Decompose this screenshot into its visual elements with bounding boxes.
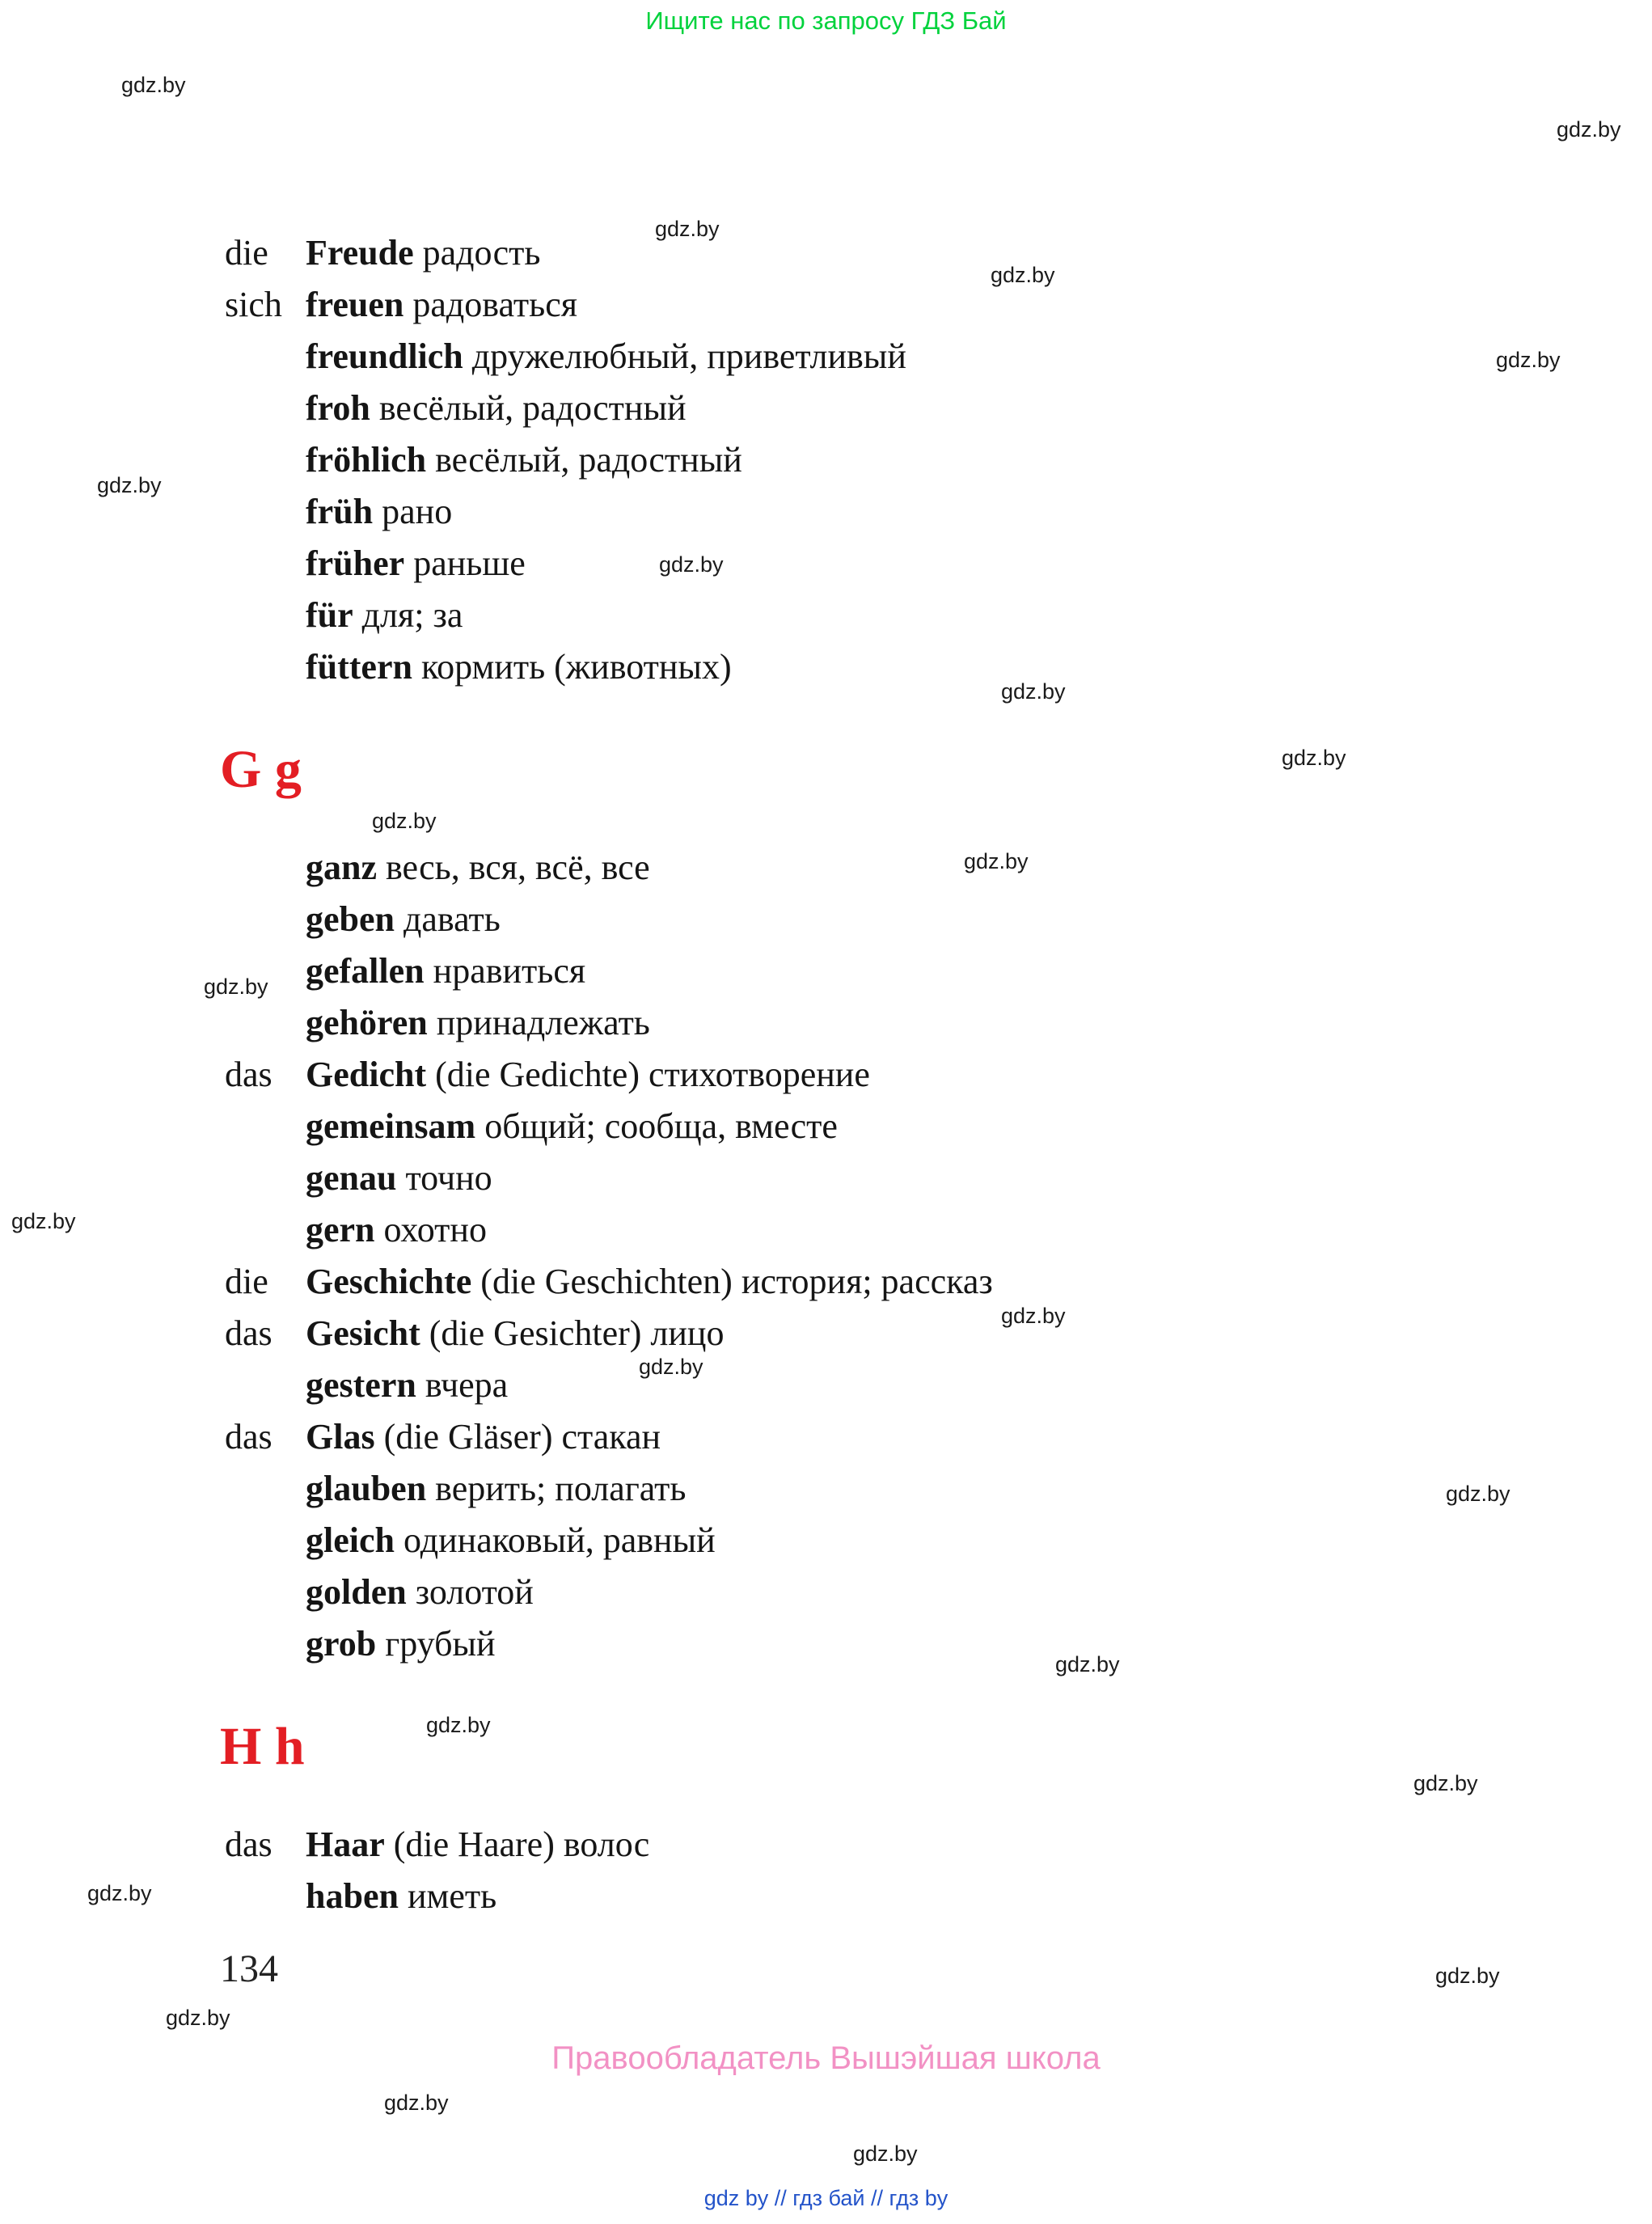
entry-list bbox=[0, 842, 1652, 1670]
entry-translation: весь, вся, всё, все bbox=[377, 848, 650, 887]
dictionary-entry bbox=[225, 1049, 1652, 1101]
dictionary-entry bbox=[225, 486, 1652, 538]
entry-body bbox=[306, 1871, 496, 1922]
entry-body bbox=[306, 1819, 649, 1871]
entry-body bbox=[306, 590, 463, 641]
copyright-line: Правообладатель Вышэйшая школа bbox=[551, 2040, 1101, 2076]
entry-word-german: gehören bbox=[306, 1003, 428, 1042]
gdz-watermark: gdz.by bbox=[659, 552, 724, 577]
gdz-watermark: gdz.by bbox=[166, 2006, 230, 2030]
entry-translation: нравиться bbox=[424, 951, 586, 991]
entry-article: die bbox=[225, 233, 268, 273]
entry-word-german: freundlich bbox=[306, 336, 463, 376]
gdz-watermark: gdz.by bbox=[121, 73, 186, 97]
dictionary-entry bbox=[225, 1359, 1652, 1411]
entry-body bbox=[306, 1411, 661, 1463]
entry-article bbox=[225, 331, 306, 383]
entry-word-german: Freude bbox=[306, 233, 414, 273]
gdz-watermark: gdz.by bbox=[97, 473, 162, 497]
gdz-watermark: gdz.by bbox=[1413, 1771, 1478, 1795]
entry-translation: давать bbox=[395, 899, 501, 939]
gdz-watermark: gdz.by bbox=[1557, 117, 1621, 142]
entry-article: das bbox=[225, 1313, 273, 1353]
entry-translation: (die Geschichten) история; рассказ bbox=[471, 1262, 993, 1301]
dictionary-entry bbox=[225, 434, 1652, 486]
entry-article: die bbox=[225, 1262, 268, 1301]
entry-translation: принадлежать bbox=[427, 1003, 650, 1042]
entry-word-german: Glas bbox=[306, 1417, 375, 1457]
entry-translation: раньше bbox=[404, 543, 526, 583]
entry-article: das bbox=[225, 1417, 273, 1457]
entry-word-german: gestern bbox=[306, 1365, 416, 1405]
letter-section bbox=[0, 1717, 1652, 1922]
entry-word-german: Haar bbox=[306, 1824, 385, 1864]
entry-body bbox=[306, 279, 577, 331]
gdz-watermark: gdz.by bbox=[1001, 1304, 1066, 1328]
dictionary-content bbox=[0, 227, 1652, 1991]
entry-translation: общий; сообща, вместе bbox=[475, 1106, 838, 1146]
footer-links: gdz by // гдз бай // гдз by bbox=[703, 2186, 949, 2210]
entry-word-german: für bbox=[306, 595, 353, 635]
entry-translation: рано bbox=[373, 492, 453, 531]
entry-body bbox=[306, 1618, 496, 1670]
entry-word-german: gern bbox=[306, 1210, 375, 1249]
gdz-watermark: gdz.by bbox=[204, 975, 268, 999]
gdz-watermark: gdz.by bbox=[964, 849, 1029, 873]
dictionary-entry bbox=[225, 1152, 1652, 1204]
entry-translation: золотой bbox=[406, 1572, 534, 1612]
gdz-watermark: gdz.by bbox=[1001, 679, 1066, 704]
entry-translation: (die Gläser) стакан bbox=[374, 1417, 661, 1457]
gdz-watermark: gdz.by bbox=[1435, 1964, 1500, 1988]
entry-translation: иметь bbox=[398, 1876, 497, 1916]
entry-article bbox=[225, 1463, 306, 1515]
dictionary-entry bbox=[225, 227, 1652, 279]
entry-body bbox=[306, 227, 540, 279]
dictionary-entry bbox=[225, 1515, 1652, 1567]
page-number: 134 bbox=[220, 1947, 278, 1990]
entry-word-german: freuen bbox=[306, 285, 404, 324]
entry-body bbox=[306, 538, 526, 590]
entry-word-german: füttern bbox=[306, 647, 412, 687]
dictionary-entry bbox=[225, 538, 1652, 590]
dictionary-entry bbox=[225, 1101, 1652, 1152]
gdz-watermark: gdz.by bbox=[853, 2142, 918, 2166]
entry-word-german: Gedicht bbox=[306, 1055, 427, 1094]
entry-translation: кормить (животных) bbox=[412, 647, 732, 687]
entry-translation: одинаковый, равный bbox=[394, 1520, 716, 1560]
entry-article bbox=[225, 997, 306, 1049]
entry-word-german: Geschichte bbox=[306, 1262, 472, 1301]
entry-body bbox=[306, 997, 650, 1049]
gdz-watermark: gdz.by bbox=[1282, 746, 1346, 770]
entry-word-german: gemeinsam bbox=[306, 1106, 476, 1146]
dictionary-entry bbox=[225, 1871, 1652, 1922]
gdz-watermark: gdz.by bbox=[655, 217, 720, 241]
entry-body bbox=[306, 1515, 716, 1567]
entry-article bbox=[225, 1152, 306, 1204]
dictionary-entry bbox=[225, 1618, 1652, 1670]
gdz-watermark: gdz.by bbox=[372, 809, 437, 833]
entry-article bbox=[225, 1567, 306, 1618]
entry-word-german: glauben bbox=[306, 1469, 427, 1508]
entry-article bbox=[225, 383, 306, 434]
entry-article bbox=[225, 842, 306, 894]
letter-heading: H h bbox=[220, 1717, 305, 1776]
entry-article bbox=[225, 1618, 306, 1670]
entry-translation: дружелюбный, приветливый bbox=[463, 336, 906, 376]
entry-word-german: froh bbox=[306, 388, 370, 428]
entry-article: sich bbox=[225, 285, 282, 324]
entry-article bbox=[225, 1871, 306, 1922]
letter-section bbox=[0, 227, 1652, 693]
entry-body bbox=[306, 1204, 487, 1256]
entry-body bbox=[306, 434, 742, 486]
entry-translation: вчера bbox=[416, 1365, 509, 1405]
gdz-watermark: gdz.by bbox=[1496, 348, 1561, 372]
entry-article: das bbox=[225, 1824, 273, 1864]
entry-translation: (die Gesichter) лицо bbox=[420, 1313, 725, 1353]
entry-word-german: genau bbox=[306, 1158, 397, 1198]
entry-word-german: Gesicht bbox=[306, 1313, 420, 1353]
entry-article: das bbox=[225, 1055, 273, 1094]
entry-translation: для; за bbox=[353, 595, 463, 635]
entry-translation: грубый bbox=[376, 1624, 496, 1664]
entry-word-german: gleich bbox=[306, 1520, 395, 1560]
entry-list bbox=[0, 1819, 1652, 1922]
entry-body bbox=[306, 842, 650, 894]
entry-body bbox=[306, 1567, 534, 1618]
entry-article bbox=[225, 641, 306, 693]
gdz-watermark: gdz.by bbox=[426, 1713, 491, 1737]
dictionary-entry bbox=[225, 383, 1652, 434]
letter-section bbox=[0, 740, 1652, 1670]
entry-body bbox=[306, 894, 501, 945]
entry-translation: (die Haare) волос bbox=[384, 1824, 650, 1864]
dictionary-entry bbox=[225, 1567, 1652, 1618]
letter-heading: G g bbox=[220, 740, 302, 799]
entry-word-german: haben bbox=[306, 1876, 399, 1916]
entry-article bbox=[225, 1515, 306, 1567]
entry-article bbox=[225, 590, 306, 641]
entry-translation: радоваться bbox=[403, 285, 577, 324]
entry-translation: точно bbox=[396, 1158, 492, 1198]
top-banner: Ищите нас по запросу ГДЗ Бай bbox=[645, 6, 1007, 35]
entry-body bbox=[306, 1463, 686, 1515]
entry-word-german: früh bbox=[306, 492, 374, 531]
dictionary-entry bbox=[225, 641, 1652, 693]
entry-article bbox=[225, 1204, 306, 1256]
dictionary-entry bbox=[225, 842, 1652, 894]
dictionary-entry bbox=[225, 1411, 1652, 1463]
dictionary-entry bbox=[225, 1308, 1652, 1359]
entry-body bbox=[306, 331, 906, 383]
gdz-watermark: gdz.by bbox=[991, 263, 1055, 287]
dictionary-entry bbox=[225, 997, 1652, 1049]
entry-body bbox=[306, 945, 585, 997]
dictionary-entry bbox=[225, 1463, 1652, 1515]
gdz-watermark: gdz.by bbox=[1055, 1652, 1120, 1676]
entry-translation: (die Gedichte) стихотворение bbox=[426, 1055, 870, 1094]
dictionary-entry bbox=[225, 1819, 1652, 1871]
dictionary-entry bbox=[225, 1256, 1652, 1308]
gdz-watermark: gdz.by bbox=[11, 1209, 76, 1233]
entry-translation: верить; полагать bbox=[426, 1469, 687, 1508]
entry-body bbox=[306, 1256, 993, 1308]
entry-article bbox=[225, 486, 306, 538]
dictionary-entry bbox=[225, 894, 1652, 945]
entry-article bbox=[225, 434, 306, 486]
entry-article bbox=[225, 1359, 306, 1411]
entry-article bbox=[225, 894, 306, 945]
gdz-watermark: gdz.by bbox=[384, 2091, 449, 2115]
entry-translation: весёлый, радостный bbox=[426, 440, 742, 480]
entry-translation: охотно bbox=[374, 1210, 487, 1249]
entry-body bbox=[306, 641, 732, 693]
entry-list bbox=[0, 227, 1652, 693]
entry-translation: радость bbox=[413, 233, 541, 273]
entry-translation: весёлый, радостный bbox=[370, 388, 687, 428]
dictionary-entry bbox=[225, 590, 1652, 641]
entry-body bbox=[306, 1152, 492, 1204]
entry-article bbox=[225, 538, 306, 590]
entry-word-german: golden bbox=[306, 1572, 407, 1612]
dictionary-entry bbox=[225, 1204, 1652, 1256]
entry-body bbox=[306, 486, 452, 538]
entry-body bbox=[306, 1049, 870, 1101]
entry-article bbox=[225, 945, 306, 997]
gdz-watermark: gdz.by bbox=[87, 1881, 152, 1905]
dictionary-entry bbox=[225, 331, 1652, 383]
entry-body bbox=[306, 1359, 508, 1411]
entry-word-german: grob bbox=[306, 1624, 377, 1664]
entry-article bbox=[225, 1101, 306, 1152]
entry-word-german: ganz bbox=[306, 848, 377, 887]
dictionary-entry bbox=[225, 945, 1652, 997]
entry-body bbox=[306, 1308, 724, 1359]
entry-word-german: geben bbox=[306, 899, 395, 939]
entry-word-german: gefallen bbox=[306, 951, 425, 991]
entry-body bbox=[306, 383, 687, 434]
entry-body bbox=[306, 1101, 838, 1152]
gdz-watermark: gdz.by bbox=[639, 1355, 703, 1379]
entry-word-german: früher bbox=[306, 543, 405, 583]
gdz-watermark: gdz.by bbox=[1446, 1482, 1510, 1506]
dictionary-entry bbox=[225, 279, 1652, 331]
entry-word-german: fröhlich bbox=[306, 440, 427, 480]
